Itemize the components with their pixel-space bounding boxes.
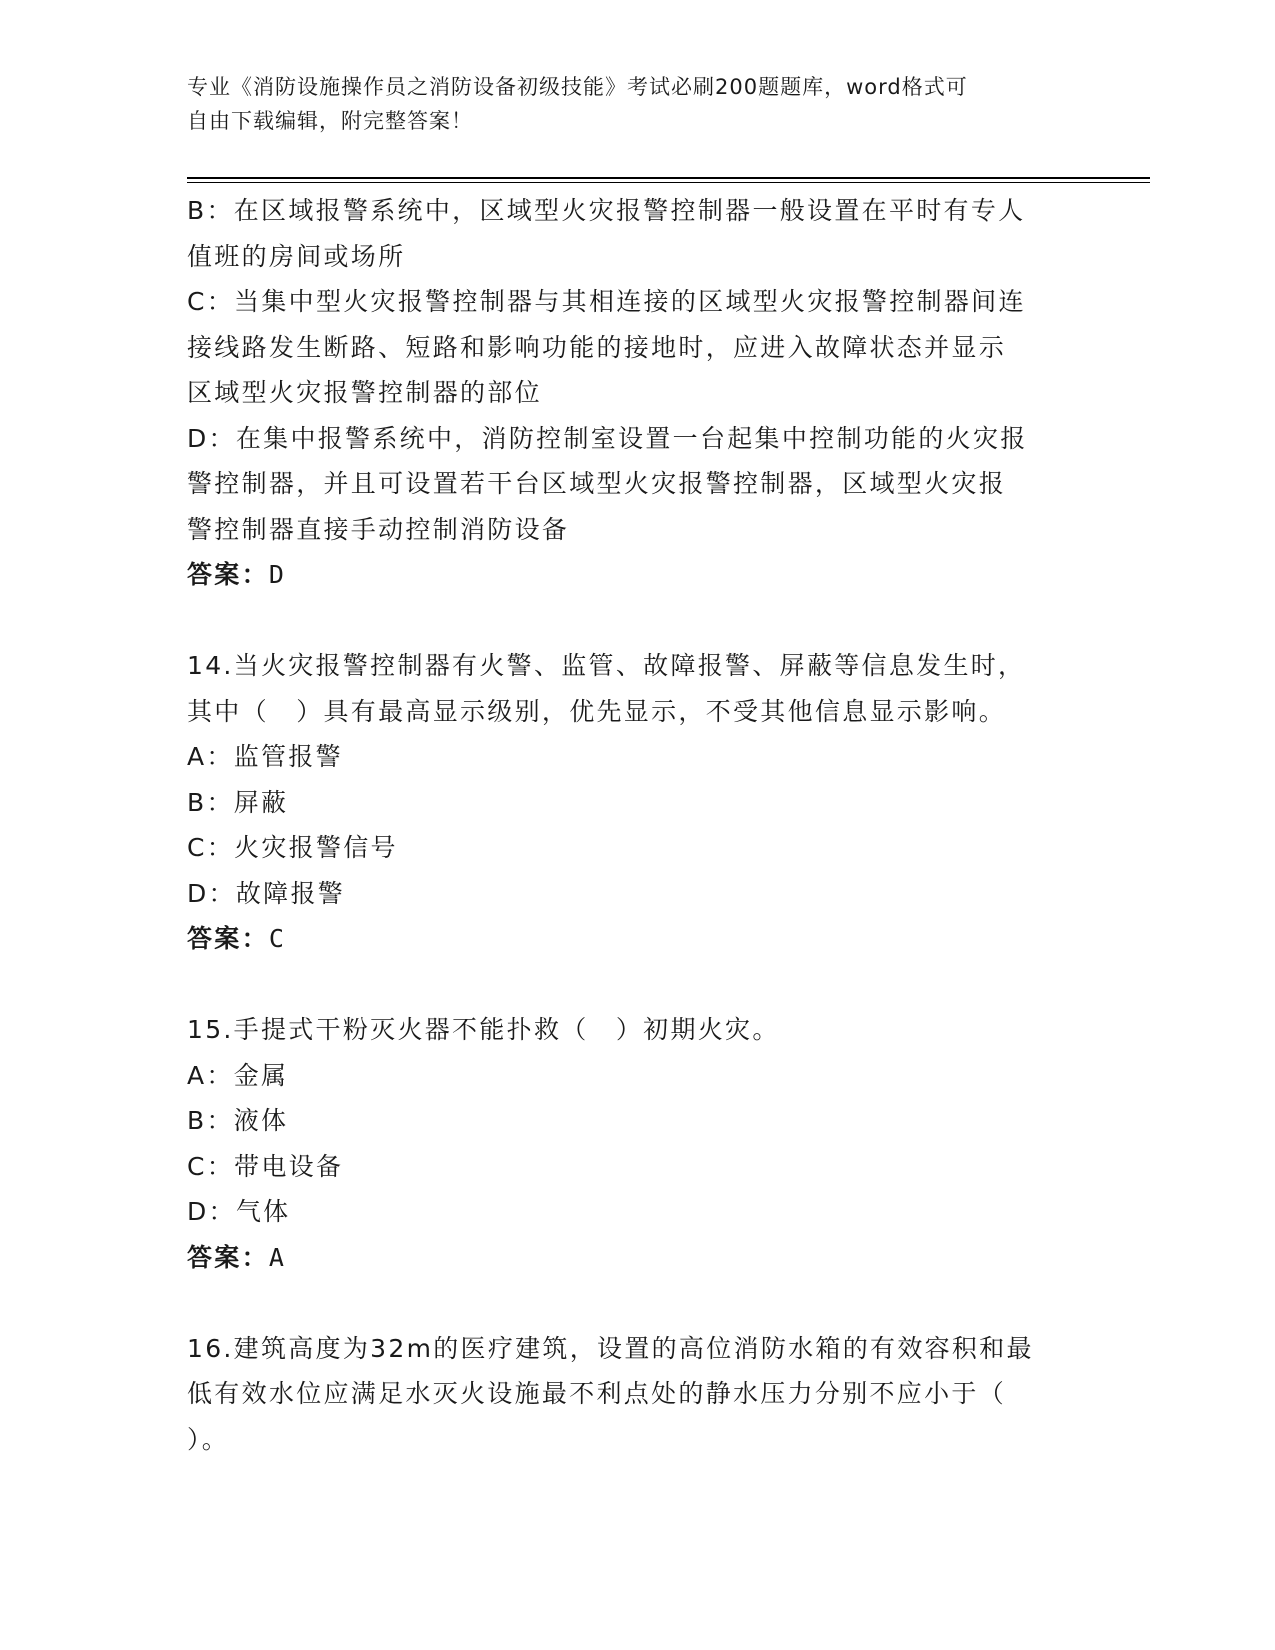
question-text-line-1: 16.建筑高度为32m的医疗建筑，设置的高位消防水箱的有效容积和最 <box>187 1333 1034 1363</box>
answer-line <box>187 552 1087 598</box>
option-b-line-2: 值班的房间或场所 <box>187 241 406 271</box>
option-a: A：金属 <box>187 1060 289 1090</box>
answer-value: A <box>268 1242 287 1272</box>
question-text-line-1: 14.当火灾报警控制器有火警、监管、故障报警、屏蔽等信息发生时， <box>187 651 1026 680</box>
document-body <box>187 188 1087 1462</box>
header-divider-thin <box>187 182 1150 183</box>
option-b: B：屏蔽 <box>187 787 289 817</box>
option-d-line-2: 警控制器，并且可设置若干台区域型火灾报警控制器，区域型火灾报 <box>187 469 1007 498</box>
header-divider <box>187 177 1150 179</box>
spacer <box>187 1280 1087 1326</box>
answer-value: C <box>268 924 287 953</box>
option-b-line-1: B：在区域报警系统中，区域型火灾报警控制器一般设置在平时有专人 <box>187 196 1026 225</box>
option-d-line-3: 警控制器直接手动控制消防设备 <box>187 514 570 544</box>
option-d: D：故障报警 <box>187 878 346 908</box>
header-title-line-1: 专业《消防设施操作员之消防设备初级技能》考试必刷200题题库，word格式可 <box>187 75 968 99</box>
answer-line <box>187 916 1087 962</box>
answer-label: 答案： <box>187 560 269 589</box>
option-c-line-1: C：当集中型火灾报警控制器与其相连接的区域型火灾报警控制器间连 <box>187 287 1026 316</box>
header-title-line-2: 自由下载编辑，附完整答案！ <box>187 109 473 133</box>
spacer <box>187 962 1087 1008</box>
option-a: A：监管报警 <box>187 742 343 771</box>
spacer <box>187 598 1087 644</box>
answer-label: 答案： <box>187 924 269 953</box>
option-b: B：液体 <box>187 1106 289 1135</box>
option-d: D：气体 <box>187 1197 291 1226</box>
option-c-line-3: 区域型火灾报警控制器的部位 <box>187 378 542 407</box>
question-16 <box>187 1326 1087 1463</box>
answer-label: 答案： <box>187 1242 269 1272</box>
question-text-line-1: 15.手提式干粉灭火器不能扑救（ ）初期火灾。 <box>187 1015 780 1044</box>
answer-line <box>187 1235 1087 1281</box>
option-c: C：带电设备 <box>187 1151 344 1181</box>
question-13-continued <box>187 188 1087 598</box>
option-d-line-1: D：在集中报警系统中，消防控制室设置一台起集中控制功能的火灾报 <box>187 423 1028 453</box>
question-15 <box>187 1007 1087 1280</box>
question-text-line-2: 低有效水位应满足水灭火设施最不利点处的静水压力分别不应小于（ <box>187 1379 1007 1408</box>
option-c: C：火灾报警信号 <box>187 833 398 862</box>
question-text-line-3: ）。 <box>187 1424 230 1454</box>
answer-value: D <box>268 560 287 589</box>
question-text-line-2: 其中（ ）具有最高显示级别，优先显示，不受其他信息显示影响。 <box>187 696 1007 726</box>
question-14 <box>187 643 1087 962</box>
option-c-line-2: 接线路发生断路、短路和影响功能的接地时，应进入故障状态并显示 <box>187 332 1007 362</box>
document-header <box>187 70 1067 138</box>
